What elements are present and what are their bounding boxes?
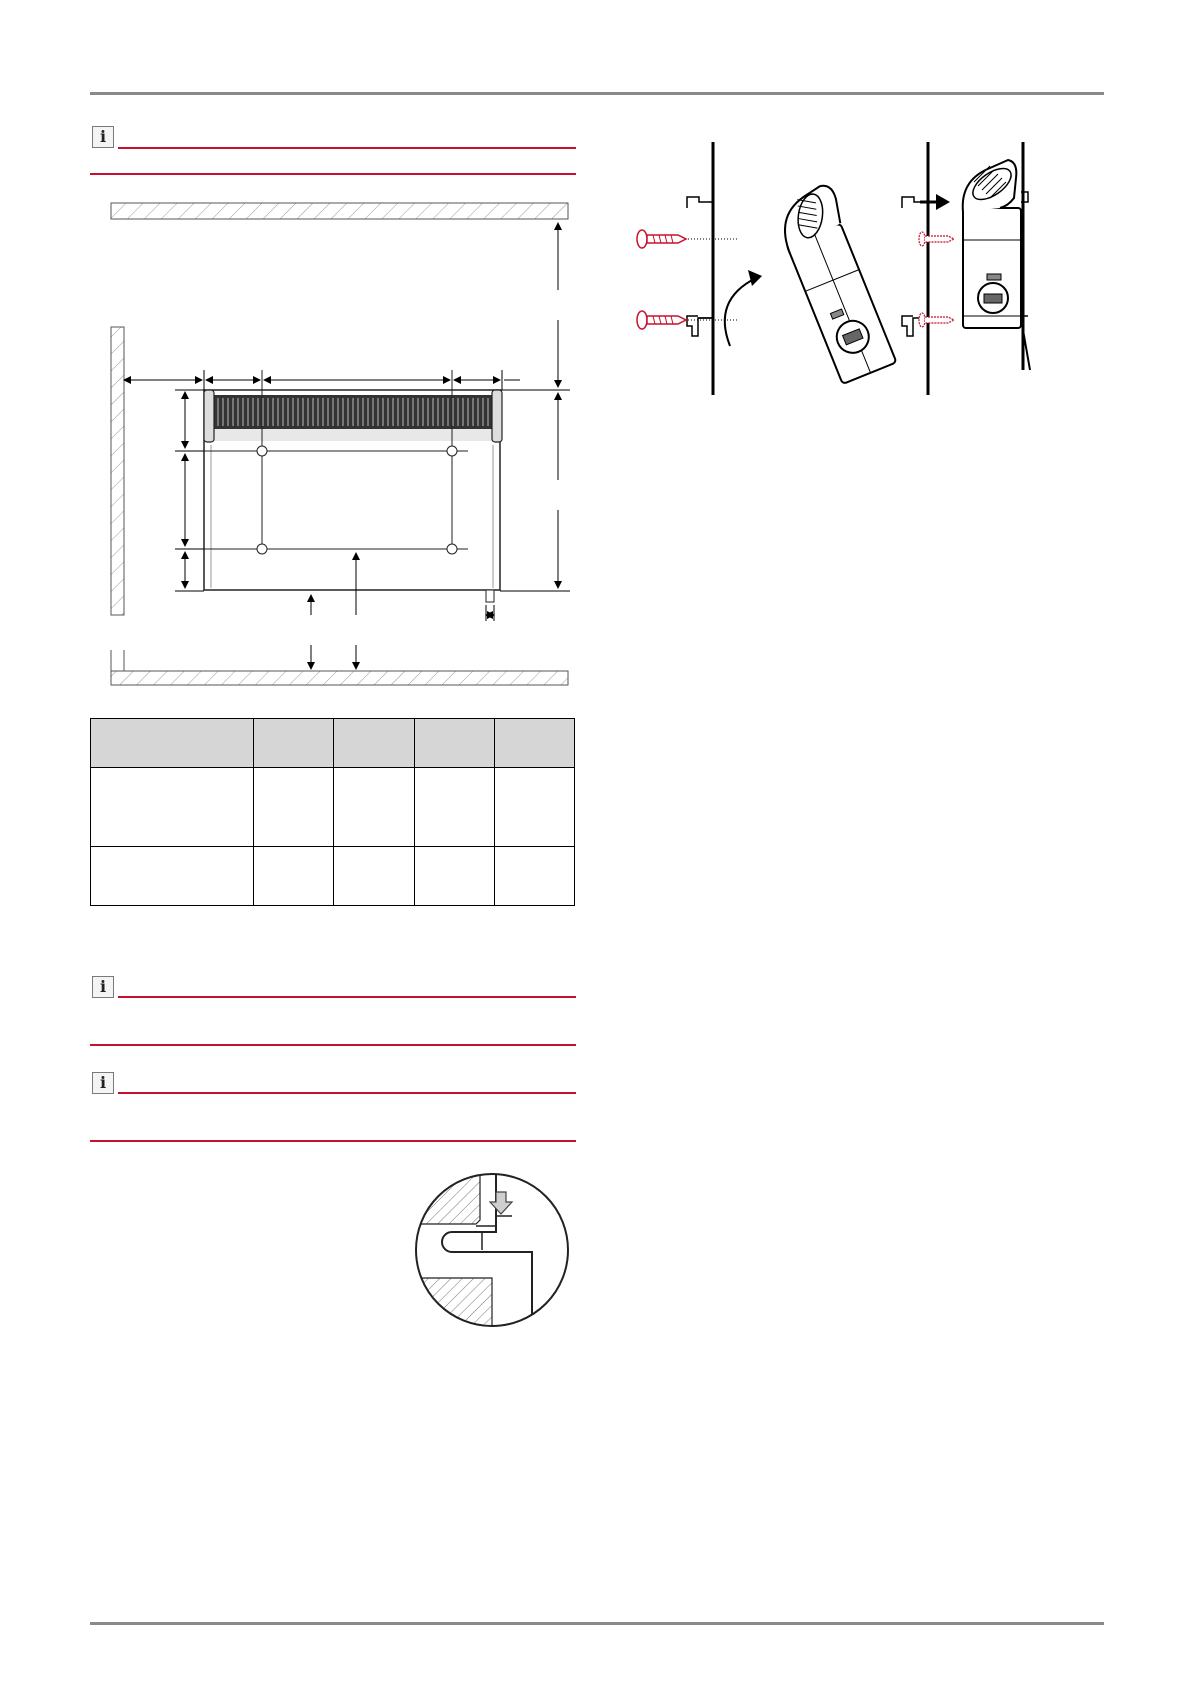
table-cell: [334, 847, 414, 906]
heater-side-mounted: [963, 160, 1028, 328]
screw-icon: [637, 230, 686, 248]
table-cell: [414, 847, 494, 906]
heater-side-tilted: [770, 181, 901, 384]
floor-hatch: [111, 671, 568, 685]
footer-rule: [90, 1622, 1104, 1625]
ceiling-hatch: [111, 203, 568, 219]
table-header-cell: [414, 719, 494, 768]
side-wall-hatch: [111, 327, 124, 615]
note-bottom-line: [90, 1140, 576, 1142]
grille-slots: [218, 398, 488, 426]
note-top-line: [118, 147, 576, 149]
curved-arrow-icon: [725, 278, 756, 346]
table-cell: [254, 768, 334, 847]
installation-clearance-diagram: [100, 195, 580, 690]
bracket-hook-detail: [412, 1170, 572, 1330]
screw-icon: [919, 232, 954, 327]
table-row: [91, 768, 575, 847]
note-bottom-line: [90, 1044, 576, 1046]
table-header-cell: [334, 719, 414, 768]
table-row: [91, 847, 575, 906]
table-cell: [494, 768, 574, 847]
mounting-bracket: [687, 197, 713, 336]
table-header-cell: [254, 719, 334, 768]
note-top-line: [118, 996, 576, 998]
info-icon: i: [92, 1072, 114, 1094]
table-header-cell: [91, 719, 254, 768]
mounting-sequence-illustration: [620, 140, 1110, 400]
table-header-row: [91, 719, 575, 768]
header-rule: [90, 92, 1104, 95]
table-cell: [91, 847, 254, 906]
table-cell: [254, 847, 334, 906]
note-bottom-line: [90, 173, 576, 175]
table-header-cell: [494, 719, 574, 768]
table-cell: [494, 847, 574, 906]
heater-left-cap: [204, 390, 214, 442]
heater-foot: [486, 590, 494, 602]
table-cell: [334, 768, 414, 847]
info-icon: i: [92, 126, 114, 148]
table-cell: [91, 768, 254, 847]
heater-right-cap: [492, 390, 502, 442]
info-icon: i: [92, 976, 114, 998]
note-top-line: [118, 1092, 576, 1094]
dimensions-table: [90, 718, 575, 906]
table-cell: [414, 768, 494, 847]
screw-icon: [637, 311, 686, 329]
